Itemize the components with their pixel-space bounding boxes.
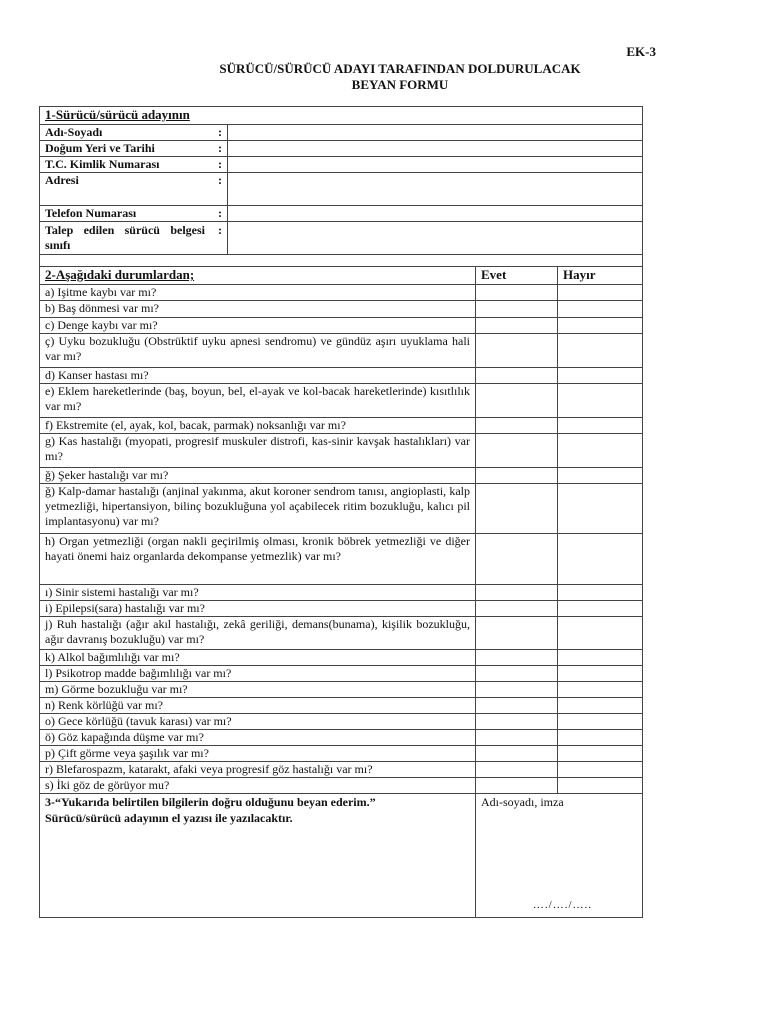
annex-code: EK-3 [626,44,656,59]
answer-no-cell[interactable] [558,585,643,601]
phone-input[interactable] [228,206,643,222]
question-text: ç) Uyku bozukluğu (Obstrüktif uyku apnesi sendromu) ve gündüz aşırı uyuklama hali var mı? [40,334,476,368]
question-text: i) Epilepsi(sara) hastalığı var mı? [40,601,476,617]
answer-yes-cell[interactable] [476,318,558,334]
answer-yes-cell[interactable] [476,334,558,368]
field-row-birth [40,141,643,157]
question-text: r) Blefarospazm, katarakt, afaki veya progresif göz hastalığı var mı? [40,762,476,778]
answer-yes-cell[interactable] [476,778,558,794]
address-input[interactable] [228,173,643,206]
title-line-2: BEYAN FORMU [351,77,449,92]
signature-cell[interactable] [476,794,643,918]
colon: : [218,223,222,237]
answer-yes-cell[interactable] [476,698,558,714]
answer-no-cell[interactable] [558,418,643,434]
answer-no-cell[interactable] [558,484,643,534]
question-row [40,434,643,468]
answer-yes-cell[interactable] [476,301,558,318]
answer-yes-cell[interactable] [476,650,558,666]
question-row [40,318,643,334]
question-row [40,714,643,730]
question-text: m) Görme bozukluğu var mı? [40,682,476,698]
answer-yes-cell[interactable] [476,468,558,484]
answer-yes-cell[interactable] [476,534,558,585]
date-placeholder: …./…./….. [532,899,593,911]
answer-no-cell[interactable] [558,617,643,650]
questions-list [40,285,643,794]
answer-yes-cell[interactable] [476,617,558,650]
answer-yes-cell[interactable] [476,434,558,468]
question-row [40,698,643,714]
question-row [40,585,643,601]
form-title [150,61,650,93]
question-row [40,484,643,534]
question-text: h) Organ yetmezliği (organ nakli geçirilmiş olması, kronik böbrek yetmezliği ve diğer hayati önemi haiz organlarda dekompanse yetmezlik) var mı? [40,534,476,585]
colon: : [218,157,222,171]
answer-no-cell[interactable] [558,318,643,334]
answer-no-cell[interactable] [558,601,643,617]
license-class-input[interactable] [228,222,643,255]
question-row [40,368,643,384]
question-row [40,534,643,585]
colon: : [218,141,222,155]
field-label-phone: Telefon Numarası [45,206,137,220]
question-text: a) Işitme kaybı var mı? [40,285,476,301]
answer-yes-cell[interactable] [476,682,558,698]
question-row [40,418,643,434]
answer-no-cell[interactable] [558,301,643,318]
question-row [40,650,643,666]
question-text: ö) Göz kapağında düşme var mı? [40,730,476,746]
answer-yes-cell[interactable] [476,585,558,601]
answer-no-cell[interactable] [558,714,643,730]
tc-number-input[interactable] [228,157,643,173]
question-row [40,617,643,650]
signature-label: Adı-soyadı, imza [481,795,564,809]
answer-no-cell[interactable] [558,434,643,468]
question-text: d) Kanser hastası mı? [40,368,476,384]
question-row [40,762,643,778]
field-row-address [40,173,643,206]
answer-yes-cell[interactable] [476,484,558,534]
field-row-license-class [40,222,643,255]
answer-yes-cell[interactable] [476,666,558,682]
question-text: e) Eklem hareketlerinde (baş, boyun, bel, el-ayak ve kol-bacak hareketlerinde) kısıtlılık var mı? [40,384,476,418]
question-row [40,468,643,484]
answer-no-cell[interactable] [558,368,643,384]
section2-heading: 2-Aşağıdaki durumlardan; [40,267,476,285]
answer-yes-cell[interactable] [476,285,558,301]
field-row-name [40,125,643,141]
yes-column-header: Evet [476,267,558,285]
answer-no-cell[interactable] [558,468,643,484]
section1-heading: 1-Sürücü/sürücü adayının [40,107,643,125]
answer-no-cell[interactable] [558,534,643,585]
answer-no-cell[interactable] [558,285,643,301]
field-row-phone [40,206,643,222]
answer-yes-cell[interactable] [476,762,558,778]
question-row [40,682,643,698]
answer-yes-cell[interactable] [476,418,558,434]
birth-input[interactable] [228,141,643,157]
question-row [40,666,643,682]
answer-no-cell[interactable] [558,666,643,682]
question-text: n) Renk körlüğü var mı? [40,698,476,714]
answer-no-cell[interactable] [558,698,643,714]
field-label-tc: T.C. Kimlik Numarası [45,157,160,171]
field-label-license-class: Talep edilen sürücü belgesi sınıfı [45,223,205,252]
question-text: g) Kas hastalığı (myopati, progresif muskuler distrofi, kas-sinir kavşak hastalıkları) var mı? [40,434,476,468]
question-text: k) Alkol bağımlılığı var mı? [40,650,476,666]
answer-no-cell[interactable] [558,778,643,794]
answer-yes-cell[interactable] [476,368,558,384]
colon: : [218,125,222,139]
spacer-row [40,255,643,267]
question-text: f) Ekstremite (el, ayak, kol, bacak, parmak) noksanlığı var mı? [40,418,476,434]
question-text: ğ) Şeker hastalığı var mı? [40,468,476,484]
question-row [40,746,643,762]
question-row [40,730,643,746]
colon: : [218,173,222,187]
question-row [40,601,643,617]
question-text: l) Psikotrop madde bağımlılığı var mı? [40,666,476,682]
no-column-header: Hayır [558,267,643,285]
answer-yes-cell[interactable] [476,746,558,762]
answer-no-cell[interactable] [558,682,643,698]
title-line-1: SÜRÜCÜ/SÜRÜCÜ ADAYI TARAFINDAN DOLDURULACAK [219,61,581,76]
declaration-form-table [39,106,643,918]
answer-no-cell[interactable] [558,650,643,666]
question-row [40,334,643,368]
field-row-tc [40,157,643,173]
answer-yes-cell[interactable] [476,730,558,746]
question-text: ğ) Kalp-damar hastalığı (anjinal yakınma, akut koroner sendrom tanısı, angioplasti, kalp yetmezliği, hipertansiyon, bilinç bozukluğuna yol açabilecek ritim bozukluğu, kalıcı pil implantasyonu) var mı? [40,484,476,534]
question-row [40,285,643,301]
answer-no-cell[interactable] [558,334,643,368]
question-row [40,301,643,318]
question-text: ı) Sinir sistemi hastalığı var mı? [40,585,476,601]
question-text: s) İki göz de görüyor mu? [40,778,476,794]
declaration-text: 3-“Yukarıda belirtilen bilgilerin doğru olduğunu beyan ederim.” [45,795,376,809]
handwriting-note: Sürücü/sürücü adayının el yazısı ile yazılacaktır. [45,811,293,825]
question-row [40,384,643,418]
declaration-cell [40,794,476,918]
name-input[interactable] [228,125,643,141]
answer-no-cell[interactable] [558,730,643,746]
question-text: p) Çift görme veya şaşılık var mı? [40,746,476,762]
field-label-address: Adresi [45,173,79,187]
field-label-birth: Doğum Yeri ve Tarihi [45,141,155,155]
question-text: o) Gece körlüğü (tavuk karası) var mı? [40,714,476,730]
field-label-name: Adı-Soyadı [45,125,103,139]
answer-yes-cell[interactable] [476,384,558,418]
question-text: j) Ruh hastalığı (ağır akıl hastalığı, zekâ geriliği, demans(bunama), kişilik bozukluğu, ağır davranış bozukluğu) var mı? [40,617,476,650]
answer-no-cell[interactable] [558,384,643,418]
question-text: c) Denge kaybı var mı? [40,318,476,334]
answer-no-cell[interactable] [558,762,643,778]
answer-yes-cell[interactable] [476,714,558,730]
colon: : [218,206,222,220]
answer-no-cell[interactable] [558,746,643,762]
question-text: b) Baş dönmesi var mı? [40,301,476,318]
answer-yes-cell[interactable] [476,601,558,617]
question-row [40,778,643,794]
